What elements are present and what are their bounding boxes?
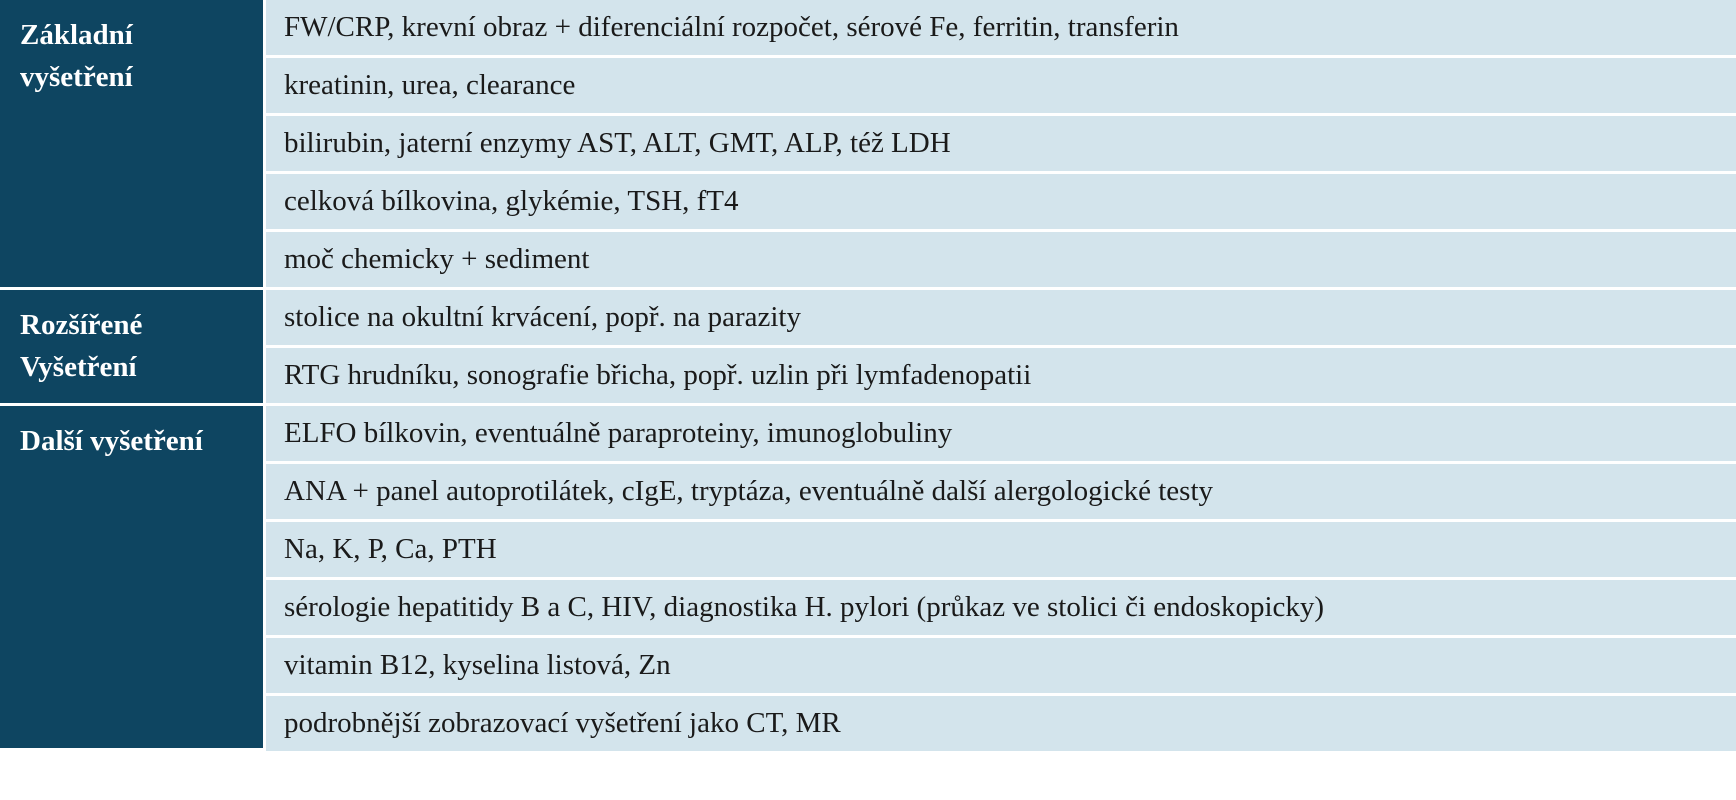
examination-item: ELFO bílkovin, eventuálně paraproteiny, imunoglobuliny [266, 406, 1736, 464]
table-row [0, 406, 1736, 464]
category-label-line: Další vyšetření [20, 425, 203, 457]
category-label-line: Rozšířené [20, 309, 143, 341]
examination-item: podrobnější zobrazovací vyšetření jako CT, MR [266, 696, 1736, 751]
category-cell [0, 290, 266, 406]
category-cell [0, 0, 266, 290]
examination-item: RTG hrudníku, sonografie břicha, popř. uzlin při lymfadenopatii [266, 348, 1736, 406]
examination-item: stolice na okultní krvácení, popř. na parazity [266, 290, 1736, 348]
examination-item: sérologie hepatitidy B a C, HIV, diagnostika H. pylori (průkaz ve stolici či endoskopicky) [266, 580, 1736, 638]
category-label-line: Základní [20, 19, 133, 51]
category-label-line: vyšetření [20, 61, 133, 93]
table-row [0, 290, 1736, 348]
examination-item: moč chemicky + sediment [266, 232, 1736, 290]
examination-item: FW/CRP, krevní obraz + diferenciální rozpočet, sérové Fe, ferritin, transferin [266, 0, 1736, 58]
examination-item: celková bílkovina, glykémie, TSH, fT4 [266, 174, 1736, 232]
examination-item: kreatinin, urea, clearance [266, 58, 1736, 116]
examination-item: Na, K, P, Ca, PTH [266, 522, 1736, 580]
examination-item: vitamin B12, kyselina listová, Zn [266, 638, 1736, 696]
examination-item: ANA + panel autoprotilátek, cIgE, tryptáza, eventuálně další alergologické testy [266, 464, 1736, 522]
table-row [0, 0, 1736, 58]
category-cell [0, 406, 266, 751]
examination-item: bilirubin, jaterní enzymy AST, ALT, GMT, ALP, též LDH [266, 116, 1736, 174]
category-label-line: Vyšetření [20, 351, 137, 383]
